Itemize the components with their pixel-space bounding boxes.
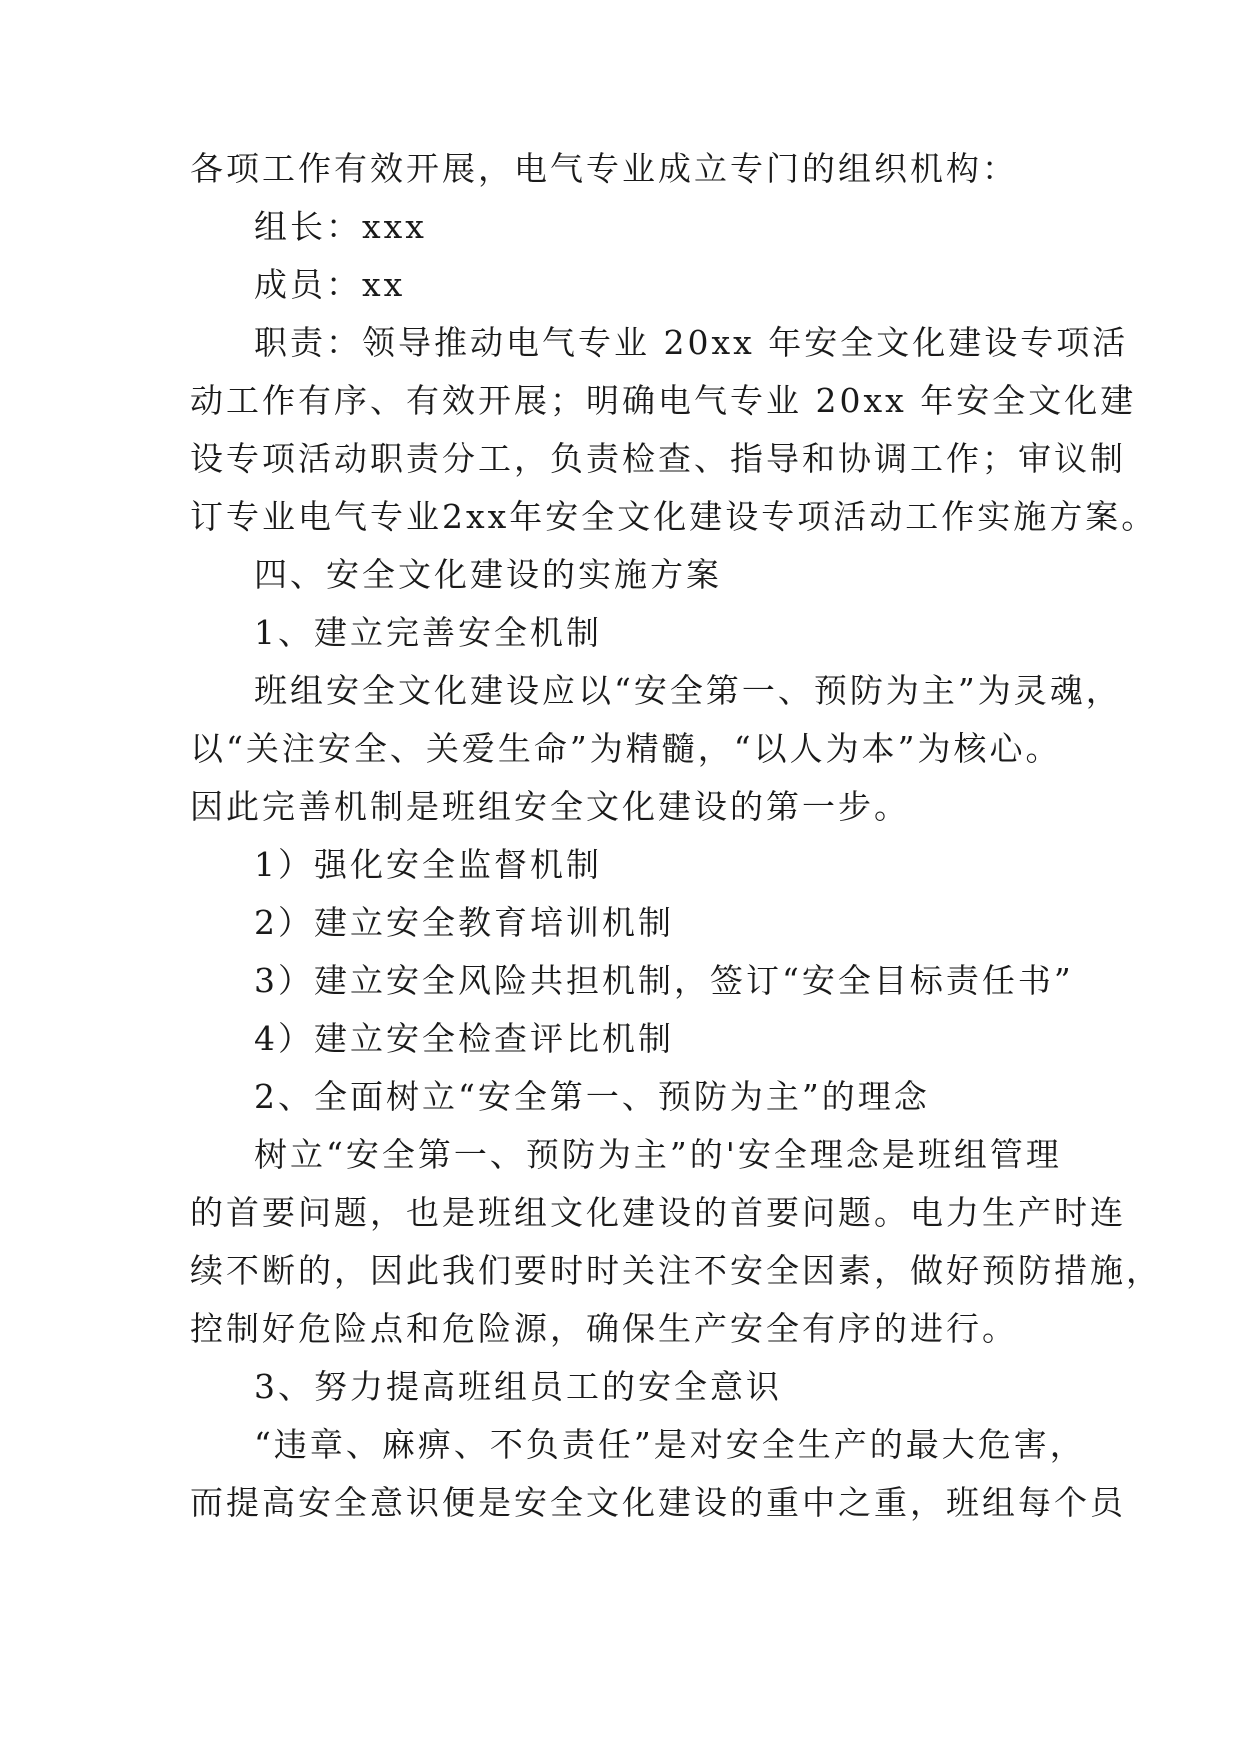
subsection-heading: 1、建立完善安全机制 <box>254 613 602 652</box>
text-line: 的首要问题，也是班组文化建设的首要问题。电力生产时连 <box>190 1193 1126 1232</box>
text-line: 以“关注安全、关爱生命”为精髓，“以人为本”为核心。 <box>190 729 1062 768</box>
list-item: 4）建立安全检查评比机制 <box>254 1019 674 1058</box>
subsection-heading: 3、努力提高班组员工的安全意识 <box>254 1367 782 1406</box>
text-line: 树立“安全第一、预防为主”的'安全理念是班组管理 <box>254 1135 1062 1174</box>
text-line: 订专业电气专业2xx年安全文化建设专项活动工作实施方案。 <box>190 497 1158 536</box>
subsection-heading: 2、全面树立“安全第一、预防为主”的理念 <box>254 1077 930 1116</box>
text-line: 成员：xx <box>254 265 406 304</box>
text-line: 各项工作有效开展，电气专业成立专门的组织机构： <box>190 149 1018 188</box>
text-line: 设专项活动职责分工，负责检查、指导和协调工作；审议制 <box>190 439 1126 478</box>
text-line: 班组安全文化建设应以“安全第一、预防为主”为灵魂， <box>254 671 1122 710</box>
list-item: 3）建立安全风险共担机制，签订“安全目标责任书” <box>254 961 1074 1000</box>
list-item: 1）强化安全监督机制 <box>254 845 602 884</box>
text-line: 职责：领导推动电气专业 20xx 年安全文化建设专项活 <box>254 323 1129 362</box>
section-heading: 四、安全文化建设的实施方案 <box>254 555 722 594</box>
text-line: 控制好危险点和危险源，确保生产安全有序的进行。 <box>190 1309 1018 1348</box>
list-item: 2）建立安全教育培训机制 <box>254 903 674 942</box>
text-line: 而提高安全意识便是安全文化建设的重中之重，班组每个员 <box>190 1483 1126 1522</box>
text-line: “违章、麻痹、不负责任”是对安全生产的最大危害， <box>254 1425 1086 1464</box>
text-line: 组长：xxx <box>254 207 427 246</box>
text-line: 续不断的，因此我们要时时关注不安全因素，做好预防措施， <box>190 1251 1162 1290</box>
text-line: 动工作有序、有效开展；明确电气专业 20xx 年安全文化建 <box>190 381 1137 420</box>
text-line: 因此完善机制是班组安全文化建设的第一步。 <box>190 787 910 826</box>
